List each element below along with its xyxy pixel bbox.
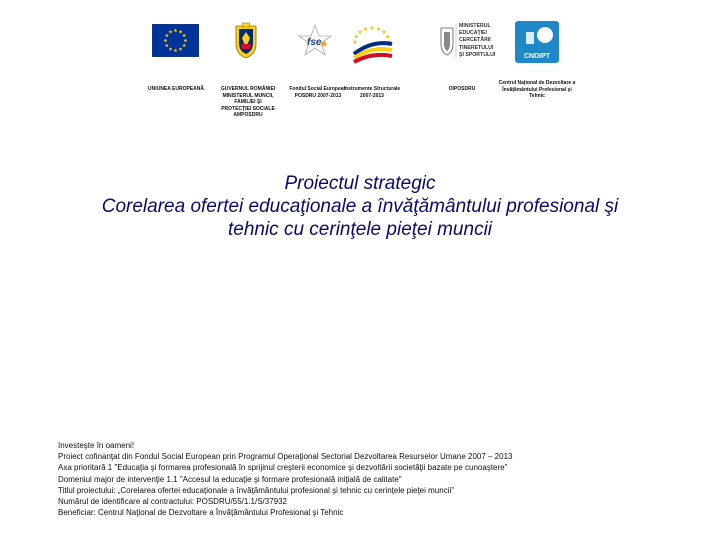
- footer-line: Numărul de identificare al contractului: POSDRU/55/1.1/S/37932: [58, 497, 288, 507]
- footer-line: Domeniul major de intervenţie 1.1 "Accesul la educaţie şi formare profesională iniţială de calitate": [58, 474, 402, 484]
- fse-star-icon: [296, 24, 334, 58]
- ministry-name-line: MINISTERUL: [459, 23, 491, 29]
- structural-star-icon: [363, 27, 368, 31]
- title-block: [20, 172, 700, 241]
- fse-caption-line: Fondul Social European: [289, 86, 347, 92]
- fse-logo: [296, 24, 334, 58]
- structural-star-icon: [370, 26, 375, 30]
- structural-caption-line: 2007-2013: [360, 92, 384, 99]
- footer-line: Beneficiar: Centrul Naţional de Dezvoltare a Învăţământului Profesional şi Tehnic: [58, 508, 344, 518]
- footer-line: Investeşte în oameni!: [58, 441, 135, 450]
- government-caption-line: AMPOSDRU: [233, 112, 263, 118]
- footer-line: Titlul proiectului: „Corelarea ofertei educaţionale a învăţământului profesional şi tehnic cu cerinţele pieţei muncii": [58, 485, 455, 495]
- title-line-1: Proiectul strategic: [284, 173, 436, 194]
- cndipt-logo-text: CNDIPT: [523, 53, 551, 60]
- project-info-footer: [58, 440, 698, 518]
- structural-instruments-logo: [348, 20, 396, 64]
- structural-star-icon: [354, 34, 359, 38]
- structural-instruments-icon: [348, 20, 396, 64]
- ministry-name-line: CERCETĂRII: [459, 37, 491, 44]
- eu-flag-icon: [152, 24, 199, 57]
- ministry-name-line: TINERETULUI: [459, 44, 494, 51]
- government-caption-line: PROTECŢIEI SOCIALE: [221, 105, 275, 112]
- eu-caption: [140, 86, 212, 93]
- structural-star-icon: [358, 30, 363, 34]
- structural-star-icon: [382, 30, 387, 34]
- title-line-3: tehnic cu cerinţele pieţei muncii: [227, 219, 493, 240]
- cndipt-caption-line: Centrul Naţional de Dezvoltare a: [498, 80, 576, 86]
- coat-of-arms-icon: [232, 22, 260, 60]
- government-caption-line: GUVERNUL ROMÂNIEI: [220, 86, 276, 92]
- structural-star-icon: [376, 27, 381, 31]
- eu-caption-line: UNIUNEA EUROPEANĂ: [148, 86, 204, 92]
- eu-flag-logo: [152, 24, 199, 57]
- footer-line: Axa prioritară 1 "Educaţia şi formarea profesională în sprijinul creşterii economice şi dezvoltării societăţii bazate pe cunoaştere": [58, 463, 508, 473]
- fse-logo-text: fse: [307, 37, 322, 48]
- structural-caption: [336, 86, 408, 99]
- structural-star-icon: [385, 34, 390, 38]
- cndipt-caption: [494, 80, 580, 100]
- government-caption-line: MINISTERUL MUNCII, FAMILIEI ŞI: [222, 92, 274, 105]
- fse-caption-line: POSDRU 2007-2013: [294, 92, 342, 99]
- ministry-name-line: ŞI SPORTULUI: [459, 51, 496, 58]
- structural-star-icon: [353, 40, 358, 44]
- ministry-name-line: EDUCAŢIEI: [459, 30, 487, 37]
- cndipt-caption-line: Învăţământului Profesional şi: [502, 86, 572, 93]
- ministry-name: [459, 23, 495, 59]
- ministry-logo: [438, 22, 498, 60]
- footer-line: Proiect cofinanţat din Fondul Social European prin Programul Operaţional Sectorial Dezvoltarea Resurselor Umane 2007 – 2013: [58, 452, 513, 462]
- ministry-caption-line: OIPOSDRU: [448, 86, 476, 92]
- government-caption: [212, 86, 284, 119]
- title-line-2: Corelarea ofertei educaţionale a învăţământului profesional şi: [101, 196, 619, 217]
- cndipt-logo-icon: [514, 20, 560, 64]
- cndipt-logo: [514, 20, 560, 64]
- structural-caption-line: Instrumente Structurale: [343, 86, 401, 92]
- cndipt-caption-line: Tehnic: [529, 93, 545, 99]
- ministry-caption: [432, 86, 492, 93]
- government-coat-of-arms-logo: [232, 22, 260, 60]
